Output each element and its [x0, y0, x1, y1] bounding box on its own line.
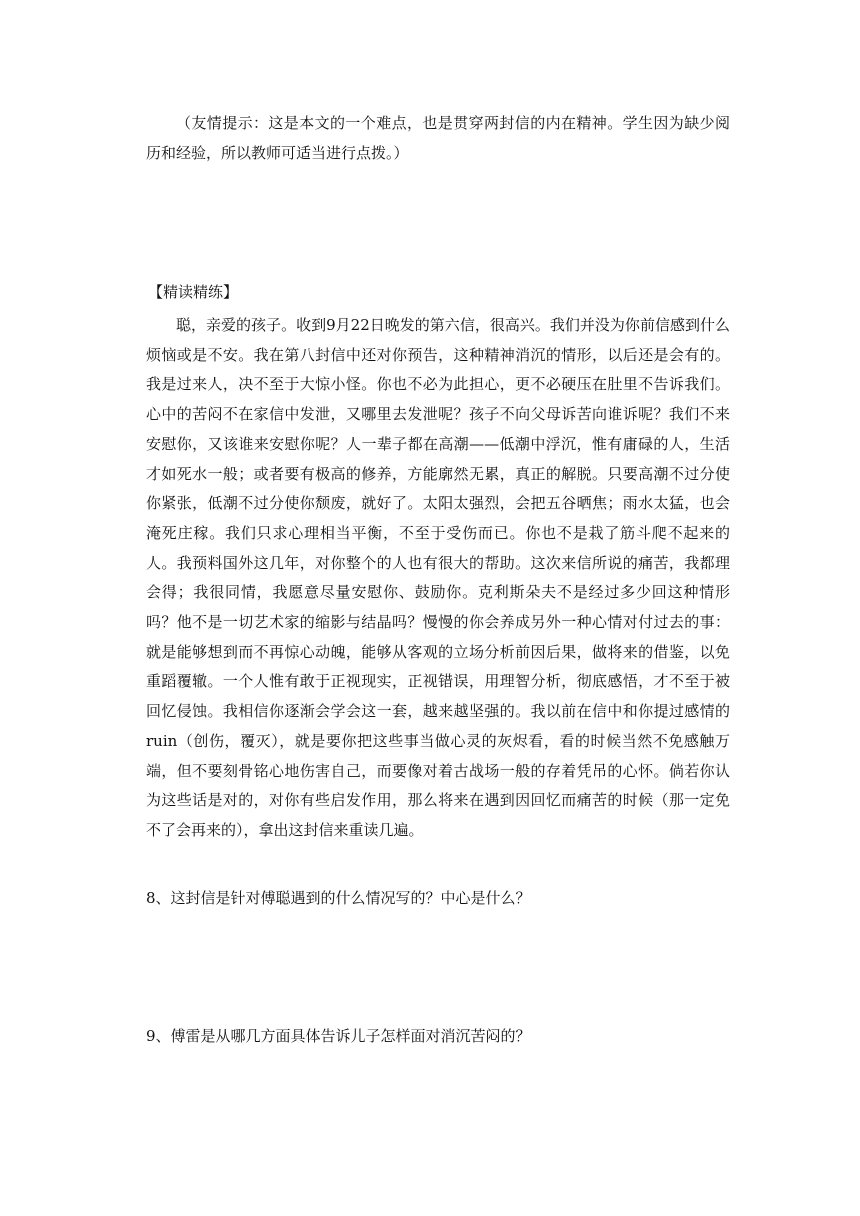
teacher-hint-paragraph: （友情提示：这是本文的一个难点，也是贯穿两封信的内在精神。学生因为缺少阅历和经验，所以教师可适当进行点拨。） — [146, 114, 730, 162]
question-8: 8、这封信是针对傅聪遇到的什么情况写的？中心是什么？ — [146, 889, 531, 907]
section-heading: 【精读精练】 — [148, 283, 239, 301]
question-9: 9、傅雷是从哪几方面具体告诉儿子怎样面对消沉苦闷的？ — [146, 1027, 531, 1045]
letter-passage: 聪，亲爱的孩子。收到9月22日晚发的第六信，很高兴。我们并没为你前信感到什么烦恼或是不安。我在第八封信中还对你预告，这种精神消沉的情形，以后还是会有的。我是过来人，决不至于大惊小怪。你也不必为此担心，更不必硬压在肚里不告诉我们。心中的苦闷不在家信中发泄，又哪里去发泄呢？孩子不向父母诉苦向谁诉呢？我们不来安慰你，又该谁来安慰你呢？人一辈子都在高潮——低潮中浮沉，惟有庸碌的人，生活才如死水一般；或者要有极高的修养，方能廓然无累，真正的解脱。只要高潮不过分使你紧张，低潮不过分使你颓废，就好了。太阳太强烈，会把五谷晒焦；雨水太猛，也会淹死庄稼。我们只求心理相当平衡，不至于受伤而已。你也不是栽了筋斗爬不起来的人。我预料国外这几年，对你整个的人也有很大的帮助。这次来信所说的痛苦，我都理会得；我很同情，我愿意尽量安慰你、鼓励你。克利斯朵夫不是经过多少回这种情形吗？他不是一切艺术家的缩影与结晶吗？慢慢的你会养成另外一种心情对付过去的事：就是能够想到而不再惊心动魄，能够从客观的立场分析前因后果，做将来的借鉴，以免重蹈覆辙。一个人惟有敢于正视现实，正视错误，用理智分析，彻底感悟，才不至于被回忆侵蚀。我相信你逐渐会学会这一套，越来越坚强的。我以前在信中和你提过感情的ruin（创伤，覆灭），就是要你把这些事当做心灵的灰烬看，看的时候当然不免感触万端，但不要刻骨铭心地伤害自己，而要像对着古战场一般的存着凭吊的心怀。倘若你认为这些话是对的，对你有些启发作用，那么将来在遇到因回忆而痛苦的时候（那一定免不了会再来的），拿出这封信来重读几遍。 — [146, 316, 730, 839]
